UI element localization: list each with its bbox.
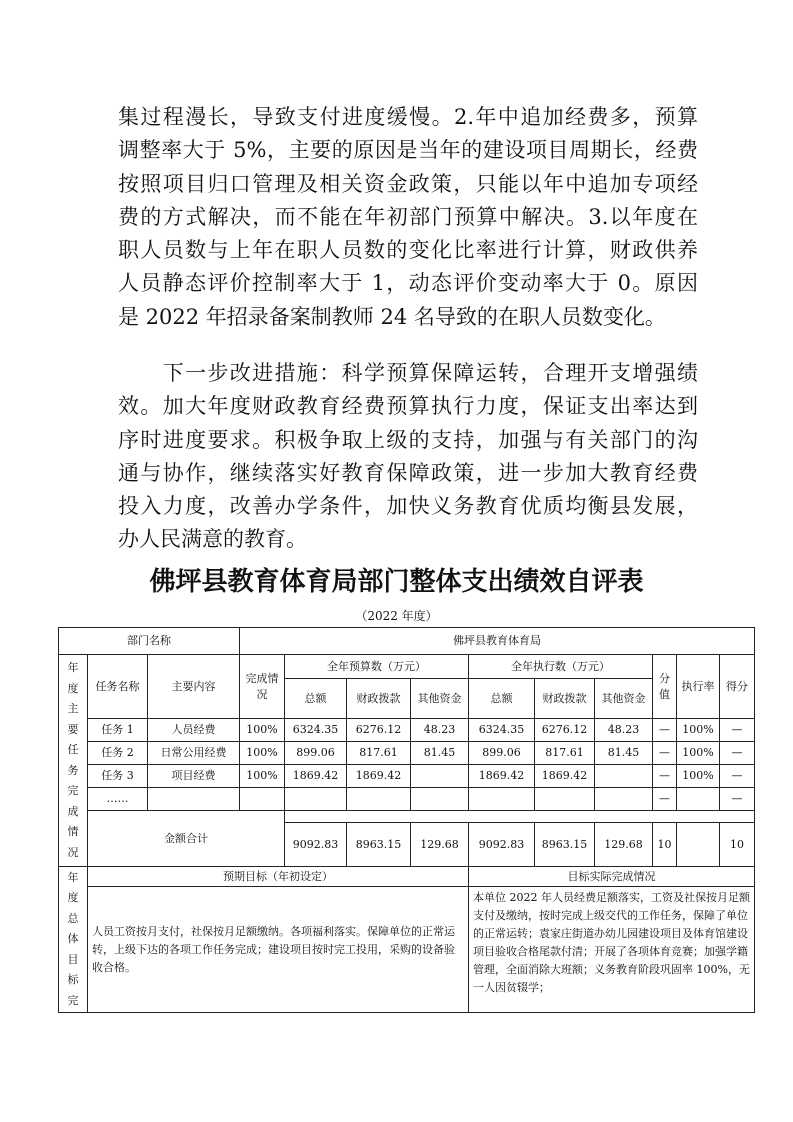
sum-budget-total: 9092.83	[285, 823, 347, 867]
row-score: —	[720, 742, 755, 765]
header-main-content: 主要内容	[148, 655, 240, 719]
sum-score: 10	[720, 823, 755, 867]
sum-budget-other: 129.68	[411, 823, 469, 867]
row-exec-total: 899.06	[469, 742, 535, 765]
header-row-1	[59, 655, 755, 679]
header-budget-fiscal: 财政拨款	[347, 679, 411, 719]
row-exec-fiscal: 1869.42	[535, 765, 595, 788]
sum-exec-fiscal: 8963.15	[535, 823, 595, 867]
side-label-char: 年	[67, 870, 79, 884]
row-budget-fiscal: 1869.42	[347, 765, 411, 788]
header-budget-other: 其他资金	[411, 679, 469, 719]
goal-header-row	[59, 867, 755, 887]
side-label-goals	[59, 867, 88, 1013]
row-content: 人员经费	[148, 719, 240, 742]
paragraph-2	[118, 357, 698, 557]
goal-header-planned: 预期目标（年初设定）	[88, 867, 469, 887]
side-label-char: 主	[67, 702, 79, 715]
row-score-value: —	[653, 765, 677, 788]
row-budget-other	[411, 788, 469, 811]
row-exec-total: 6324.35	[469, 719, 535, 742]
row-budget-other	[411, 765, 469, 788]
header-score-value: 分值	[653, 655, 677, 719]
row-rate	[677, 788, 720, 811]
row-content: 日常公用经费	[148, 742, 240, 765]
row-exec-fiscal: 6276.12	[535, 719, 595, 742]
text-line: 人员静态评价控制率大于 1，动态评价变动率大于 0。原因	[118, 271, 698, 296]
row-budget-total: 1869.42	[285, 765, 347, 788]
row-task: 任务 1	[88, 719, 148, 742]
text-line: 是 2022 年招录备案制教师 24 名导致的在职人员数变化。	[118, 304, 666, 329]
row-budget-other: 81.45	[411, 742, 469, 765]
row-completion: 100%	[240, 742, 285, 765]
text-line: 投入力度，改善办学条件，加快义务教育优质均衡县发展，	[118, 494, 698, 519]
row-rate: 100%	[677, 719, 720, 742]
text-line: 职人员数与上年在职人员数的变化比率进行计算，财政供养	[118, 238, 698, 263]
performance-table	[58, 627, 755, 1013]
side-label-char: 完	[67, 993, 79, 1007]
side-label-char: 标	[67, 973, 79, 987]
row-exec-other: 81.45	[595, 742, 653, 765]
row-budget-fiscal: 817.61	[347, 742, 411, 765]
sum-label: 金额合计	[88, 811, 285, 867]
header-task-name: 任务名称	[88, 655, 148, 719]
row-task: ……	[88, 788, 148, 811]
row-completion: 100%	[240, 719, 285, 742]
row-score: —	[720, 788, 755, 811]
row-rate: 100%	[677, 742, 720, 765]
side-label-char: 总	[67, 911, 79, 925]
header-completion: 完成情况	[240, 655, 285, 719]
row-exec-other: 48.23	[595, 719, 653, 742]
side-label-char: 情	[67, 825, 79, 838]
sum-score-value: 10	[653, 823, 677, 867]
text-line: 下一步改进措施：科学预算保障运转，合理开支增强绩	[118, 361, 698, 385]
row-budget-fiscal: 6276.12	[347, 719, 411, 742]
text-line: 调整率大于 5%，主要的原因是当年的建设项目周期长，经费	[118, 138, 698, 163]
side-label-char: 度	[67, 681, 79, 695]
dept-label: 部门名称	[59, 628, 240, 655]
row-exec-other	[595, 788, 653, 811]
row-score-value: —	[653, 788, 677, 811]
row-rate: 100%	[677, 765, 720, 788]
goal-content-row	[59, 887, 755, 1013]
header-exec-total: 总额	[469, 679, 535, 719]
text-line: 办人民满意的教育。	[118, 527, 307, 552]
side-label-tasks	[59, 655, 88, 867]
row-score: —	[720, 765, 755, 788]
sum-budget-fiscal: 8963.15	[347, 823, 411, 867]
paragraph-1	[118, 101, 698, 334]
row-budget-fiscal	[347, 788, 411, 811]
row-content	[148, 788, 240, 811]
table-subtitle: （2022 年度）	[355, 609, 438, 623]
header-exec-fiscal: 财政拨款	[535, 679, 595, 719]
text-line: 序时进度要求。积极争取上级的支持，加强与有关部门的沟	[118, 427, 698, 452]
table-row	[59, 719, 755, 742]
row-budget-total: 899.06	[285, 742, 347, 765]
goal-planned-text: 人员工资按月支付，社保按月足额缴纳。各项福利落实。保障单位的正常运转，上级下达的各项工作任务完成；建设项目按时完工投用，采购的设备验收合格。	[88, 887, 469, 1013]
dept-row	[59, 628, 755, 655]
header-budget-group: 全年预算数（万元）	[285, 655, 469, 679]
sum-exec-total: 9092.83	[469, 823, 535, 867]
side-label-char: 度	[67, 891, 79, 905]
row-score-value: —	[653, 719, 677, 742]
side-label-char: 成	[67, 804, 79, 818]
header-score: 得分	[720, 655, 755, 719]
header-exec-group: 全年执行数（万元）	[469, 655, 653, 679]
row-budget-other: 48.23	[411, 719, 469, 742]
header-exec-other: 其他资金	[595, 679, 653, 719]
row-completion	[240, 788, 285, 811]
row-completion: 100%	[240, 765, 285, 788]
side-label-char: 任	[67, 743, 79, 756]
side-label-char: 要	[67, 722, 79, 736]
blank-row	[59, 811, 755, 823]
row-exec-other	[595, 765, 653, 788]
row-score: —	[720, 719, 755, 742]
side-label-char: 完	[67, 784, 79, 797]
row-task: 任务 2	[88, 742, 148, 765]
goal-actual-text: 本单位 2022 年人员经费足额落实，工资及社保按月足额支付及缴纳，按时完成上级交代的工作任务，保障了单位的正常运转；袁家庄街道办幼儿园建设项目及体育馆建设项目验收合格尾款付清；开展了各项体育竞赛；加强学籍管理，全面消除大班额；义务教育阶段巩固率 100%，无一人因贫辍学；	[469, 887, 755, 1013]
goal-header-actual: 目标实际完成情况	[469, 867, 755, 887]
table-row	[59, 742, 755, 765]
sum-exec-other: 129.68	[595, 823, 653, 867]
row-budget-total: 6324.35	[285, 719, 347, 742]
side-label-char: 况	[67, 845, 79, 859]
table-title: 佛坪县教育体育局部门整体支出绩效自评表	[149, 567, 644, 597]
dept-value: 佛坪县教育体育局	[240, 628, 755, 655]
text-line: 通与协作，继续落实好教育保障政策，进一步加大教育经费	[118, 460, 698, 485]
side-label-char: 年	[67, 661, 79, 674]
header-exec-rate: 执行率	[677, 655, 720, 719]
row-exec-fiscal	[535, 788, 595, 811]
row-content: 项目经费	[148, 765, 240, 788]
text-line: 费的方式解决，而不能在年初部门预算中解决。3.以年度在	[118, 204, 698, 229]
text-line: 按照项目归口管理及相关资金政策，只能以年中追加专项经	[118, 171, 698, 196]
sum-rate	[677, 823, 720, 867]
row-exec-total: 1869.42	[469, 765, 535, 788]
side-label-char: 体	[67, 932, 79, 946]
text-line: 效。加大年度财政教育经费预算执行力度，保证支出率达到	[118, 394, 698, 419]
header-budget-total: 总额	[285, 679, 347, 719]
row-exec-fiscal: 817.61	[535, 742, 595, 765]
row-exec-total	[469, 788, 535, 811]
row-score-value: —	[653, 742, 677, 765]
table-row	[59, 765, 755, 788]
row-budget-total	[285, 788, 347, 811]
row-task: 任务 3	[88, 765, 148, 788]
side-label-char: 务	[67, 763, 79, 777]
side-label-char: 目	[67, 952, 79, 966]
table-row	[59, 788, 755, 811]
text-line: 集过程漫长，导致支付进度缓慢。2.年中追加经费多，预算	[118, 105, 698, 129]
